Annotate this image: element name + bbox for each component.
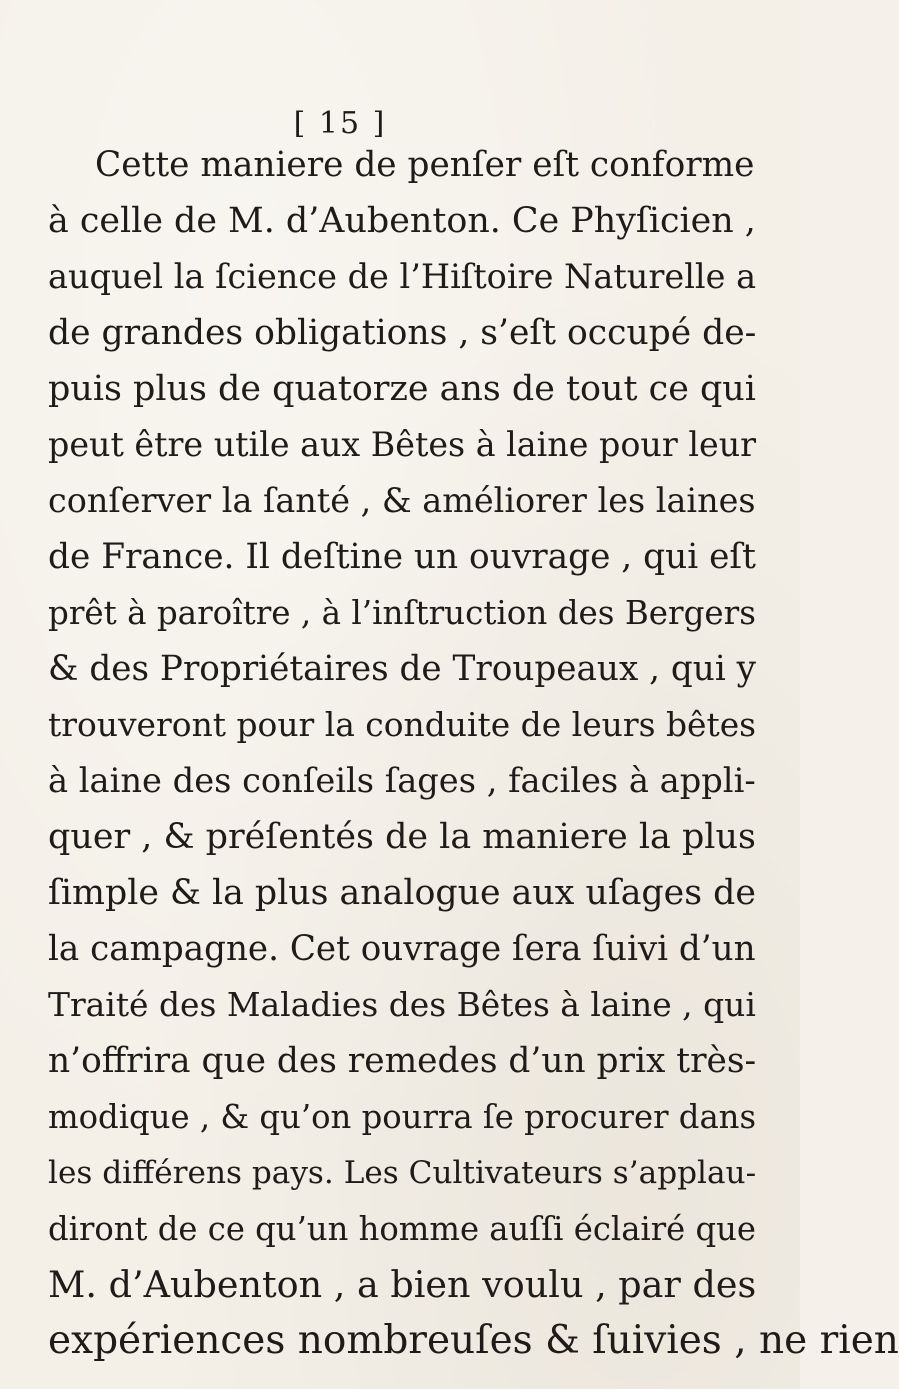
text-line: auquel la ſcience de l’Hiſtoire Naturelle a	[48, 257, 757, 296]
text-line: de France. Il deſtine un ouvrage , qui eſt	[48, 537, 756, 577]
text-line: peut être utile aux Bêtes à laine pour leur	[48, 425, 757, 464]
text-line: puis plus de quatorze ans de tout ce qui	[48, 369, 756, 409]
text-line: & des Propriétaires de Troupeaux , qui y	[48, 649, 756, 689]
text-line: prêt à paroître , à l’inſtruction des Bergers	[48, 594, 756, 632]
text-line: diront de ce qu’un homme auſſi éclairé que	[48, 1210, 756, 1248]
text-line: les différens pays. Les Cultivateurs s’applau-	[48, 1155, 757, 1191]
text-line: à celle de M. d’Aubenton. Ce Phyſicien ,	[48, 201, 756, 241]
text-line: quer , & préſentés de la maniere la plus	[48, 817, 756, 857]
text-line: trouveront pour la conduite de leurs bêtes	[48, 705, 757, 744]
page-number: [ 15 ]	[293, 106, 387, 141]
text-line: n’offrira que des remedes d’un prix très-	[48, 1041, 757, 1081]
text-line: de grandes obligations , s’eſt occupé de-	[48, 313, 757, 353]
text-line: la campagne. Cet ouvrage ſera ſuivi d’un	[48, 929, 756, 969]
text-line: M. d’Aubenton , a bien voulu , par des	[48, 1263, 757, 1306]
text-line: conſerver la ſanté , & améliorer les laines	[48, 481, 756, 520]
text-line: expériences nombreuſes & ſuivies , ne rien	[48, 1318, 899, 1363]
text-line: Cette maniere de penſer eſt conforme	[95, 145, 755, 185]
text-line: ſimple & la plus analogue aux uſages de	[48, 873, 756, 913]
text-line: modique , & qu’on pourra ſe procurer dans	[48, 1098, 757, 1136]
text-line: à laine des conſeils ſages , faciles à appli-	[48, 761, 756, 800]
text-line: Traité des Maladies des Bêtes à laine , qui	[48, 985, 756, 1024]
